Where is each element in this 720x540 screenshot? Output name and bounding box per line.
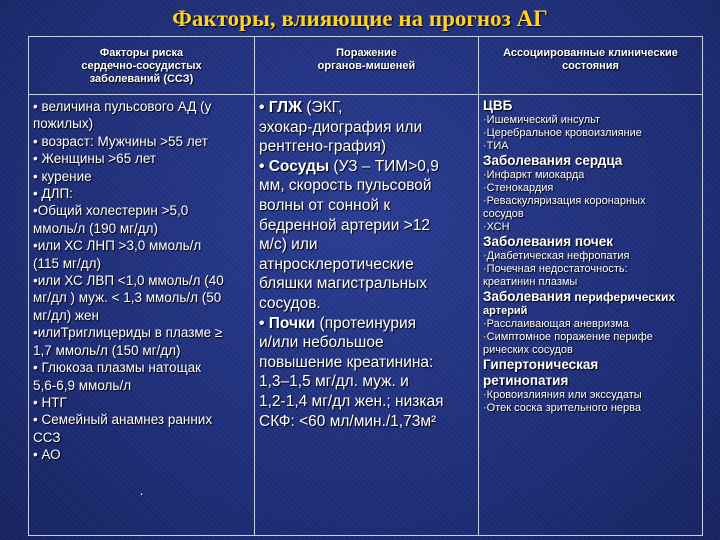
vessels-label: • Сосуды (259, 157, 330, 175)
condition-item: сосудов (483, 208, 524, 220)
organ-line: м/с) или (259, 236, 318, 254)
risk-factor-line: мг/дл) жен (33, 307, 99, 323)
risk-factor-line: •Общий холестерин >5,0 (33, 203, 189, 219)
header-line: органов-мишеней (317, 60, 416, 72)
lvh-label: • ГЛЖ (259, 99, 303, 116)
risk-factor-line: ССЗ (33, 429, 61, 445)
risk-factor-line: •илиТриглицериды в плазме ≥ (33, 325, 223, 341)
peripheral-title-a: Заболевания (483, 289, 572, 304)
header-line: Ассоциированные клинические (503, 47, 678, 59)
condition-item: ·Диабетическая нефропатия (483, 250, 630, 262)
risk-factor-line: •или ХС ЛНП >3,0 ммоль/л (33, 238, 202, 254)
prognosis-factors-table (28, 36, 703, 536)
heart-title: Заболевания сердца (483, 153, 623, 168)
peripheral-title-c: артерий (483, 305, 528, 317)
risk-factor-line: • НТГ (33, 394, 67, 410)
condition-item: ·Инфаркт миокарда (483, 169, 585, 181)
risk-factor-line: • АО (33, 447, 61, 463)
risk-factor-line: (115 мг/дл) (33, 255, 101, 271)
header-organ-damage (255, 37, 479, 95)
risk-factors-cell (29, 95, 255, 536)
cvd-title: ЦВБ (483, 98, 513, 113)
organ-line: рентгено-графия) (259, 138, 387, 156)
organ-line: эхокар-диография или (259, 118, 423, 136)
condition-item: ·Реваскуляризация коронарных (483, 195, 646, 207)
vessels-text: (УЗ – ТИМ>0,9 (329, 157, 439, 175)
organ-line: бляшки магистральных (259, 275, 428, 293)
lvh-entry (259, 98, 474, 118)
condition-item: ·Кровоизлияния или экссудаты (483, 389, 642, 401)
risk-factor-line: • величина пульсового АД (у (33, 99, 212, 114)
table-body-row (29, 95, 703, 536)
risk-factor-line: пожилых) (33, 116, 94, 132)
risk-factor-line: • Глюкоза плазмы натощак (33, 360, 202, 376)
organ-line: бедренной артерии >12 (259, 216, 430, 234)
condition-item: ·Стенокардия (483, 182, 554, 194)
risk-factor-line: • Женщины >65 лет (33, 151, 157, 167)
risk-factor-line: •или ХС ЛВП <1,0 ммоль/л (40 (33, 273, 224, 289)
risk-factor-line: 1,7 ммоль/л (150 мг/дл) (33, 342, 181, 358)
header-line: сердечно-сосудистых (81, 60, 202, 72)
lvh-text: (ЭКГ, (302, 99, 343, 116)
organ-damage-cell (255, 95, 479, 536)
risk-factor-line: мг/дл ) муж. < 1,3 ммоль/л (50 (33, 290, 222, 306)
kidneys-entry (259, 314, 474, 334)
risk-factors-list (33, 98, 250, 464)
risk-factor-line: ммоль/л (190 мг/дл) (33, 220, 159, 236)
condition-item: ·ТИА (483, 140, 509, 152)
associated-conditions-cell (479, 95, 703, 536)
header-line: заболеваний (ССЗ) (89, 73, 194, 85)
header-associated-conditions (479, 37, 703, 95)
organ-line: СКФ: <60 мл/мин./1,73м² (259, 412, 437, 430)
vessels-entry (259, 157, 474, 177)
header-line: Поражение (336, 47, 397, 59)
organ-line: мм, скорость пульсовой (259, 177, 432, 195)
peripheral-title (483, 289, 698, 305)
condition-item: креатинин плазмы (483, 276, 578, 288)
risk-factor-line: • Семейный анамнез ранних (33, 412, 213, 428)
risk-factor-line: • возраст: Мужчины >55 лет (33, 133, 208, 149)
condition-item: ·Симптомное поражение перифе (483, 331, 653, 343)
risk-factor-line: • ДЛП: (33, 186, 73, 202)
organ-line: атнросклеротические (259, 255, 414, 273)
condition-item: рических сосудов (483, 344, 573, 356)
risk-factors-tail: . (139, 482, 144, 498)
organ-line: волны от сонной к (259, 196, 391, 214)
condition-item: ·ХСН (483, 221, 510, 233)
organ-line: 1,3–1,5 мг/дл. муж. и (259, 373, 409, 391)
header-risk-factors (29, 37, 255, 95)
condition-item: ·Отек соска зрительного нерва (483, 402, 641, 414)
organ-line: сосудов. (259, 294, 321, 312)
page-title: Факторы, влияющие на прогноз АГ (172, 6, 548, 31)
header-line: Факторы риска (99, 47, 184, 59)
retinopathy-title-a: Гипертоническая (483, 357, 599, 372)
peripheral-title-b: периферических (571, 290, 675, 304)
condition-item: ·Почечная недостаточность: (483, 263, 628, 275)
risk-factor-line: 5,6-6,9 ммоль/л (33, 377, 132, 393)
organ-line: 1,2-1,4 мг/дл жен.; низкая (259, 392, 444, 410)
header-line: состояния (562, 60, 619, 72)
organ-line: повышение креатинина: (259, 353, 434, 371)
condition-item: ·Церебральное кровоизлияние (483, 127, 642, 139)
condition-item: ·Ишемический инсульт (483, 114, 601, 126)
risk-factor-line: • курение (33, 168, 92, 184)
condition-item: ·Расслаивающая аневризма (483, 318, 629, 330)
retinopathy-title-b: ретинопатия (483, 373, 569, 388)
table-header-row (29, 37, 703, 95)
kidneys-label: • Почки (259, 314, 316, 332)
kidneys-text: (протеинурия (315, 314, 417, 332)
kidney-title: Заболевания почек (483, 234, 613, 249)
organ-line: и/или небольшое (259, 334, 384, 352)
